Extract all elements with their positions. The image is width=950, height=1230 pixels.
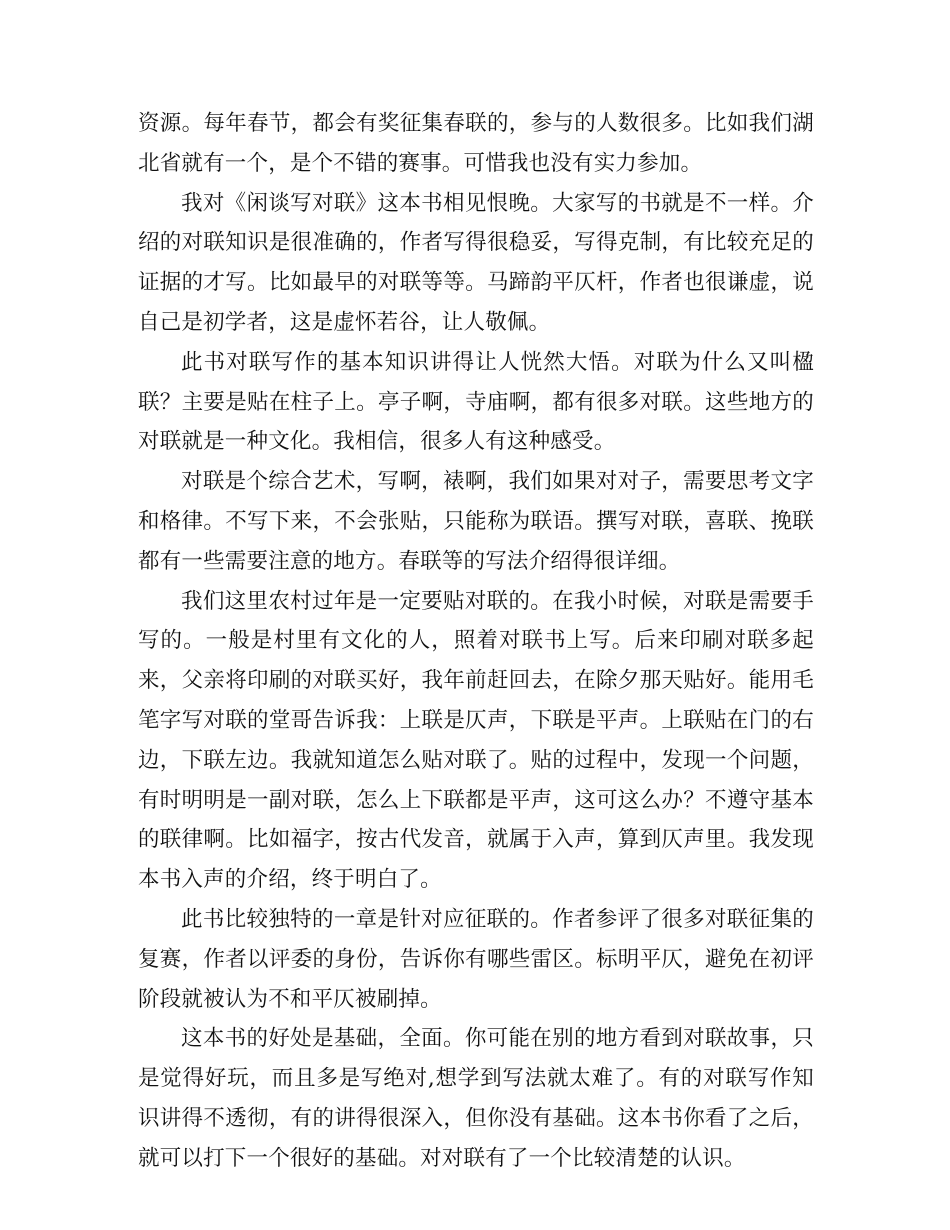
paragraph-6: 此书比较独特的一章是针对应征联的。作者参评了很多对联征集的复赛，作者以评委的身份，告诉你有哪些雷区。标明平仄，避免在初评阶段就被认为不和平仄被刷掉。 — [138, 906, 814, 1012]
document-body — [138, 104, 814, 1179]
paragraph-4: 对联是个综合艺术，写啊，裱啊，我们如果对对子，需要思考文字和格律。不写下来，不会张贴，只能称为联语。撰写对联，喜联、挽联都有一些需要注意的地方。春联等的写法介绍得很详细。 — [138, 469, 814, 574]
paragraph-1: 资源。每年春节，都会有奖征集春联的，参与的人数很多。比如我们湖北省就有一个，是个不错的赛事。可惜我也没有实力参加。 — [138, 111, 814, 176]
paragraph-5: 我们这里农村过年是一定要贴对联的。在我小时候，对联是需要手写的。一般是村里有文化的人，照着对联书上写。后来印刷对联多起来，父亲将印刷的对联买好，我年前赶回去，在除夕那天贴好。能用毛笔字写对联的堂哥告诉我：上联是仄声，下联是平声。上联贴在门的右边，下联左边。我就知道怎么贴对联了。贴的过程中，发现一个问题，有时明明是一副对联，怎么上下联都是平声，这可这么办？不遵守基本的联律啊。比如福字，按古代发音，就属于入声，算到仄声里。我发现本书入声的介绍，终于明白了。 — [138, 588, 814, 893]
paragraph-7: 这本书的好处是基础，全面。你可能在别的地方看到对联故事，只是觉得好玩，而且多是写绝对,想学到写法就太难了。有的对联写作知识讲得不透彻，有的讲得很深入，但你没有基础。这本书你看了之后，就可以打下一个很好的基础。对对联有了一个比较清楚的认识。 — [138, 1026, 814, 1171]
paragraph-2: 我对《闲谈写对联》这本书相见恨晚。大家写的书就是不一样。介绍的对联知识是很准确的，作者写得很稳妥，写得克制，有比较充足的证据的才写。比如最早的对联等等。马蹄韵平仄杆，作者也很谦虚，说自己是初学者，这是虚怀若谷，让人敬佩。 — [138, 190, 814, 335]
paragraph-3: 此书对联写作的基本知识讲得让人恍然大悟。对联为什么又叫楹联？主要是贴在柱子上。亭子啊，寺庙啊，都有很多对联。这些地方的对联就是一种文化。我相信，很多人有这种感受。 — [138, 349, 814, 455]
